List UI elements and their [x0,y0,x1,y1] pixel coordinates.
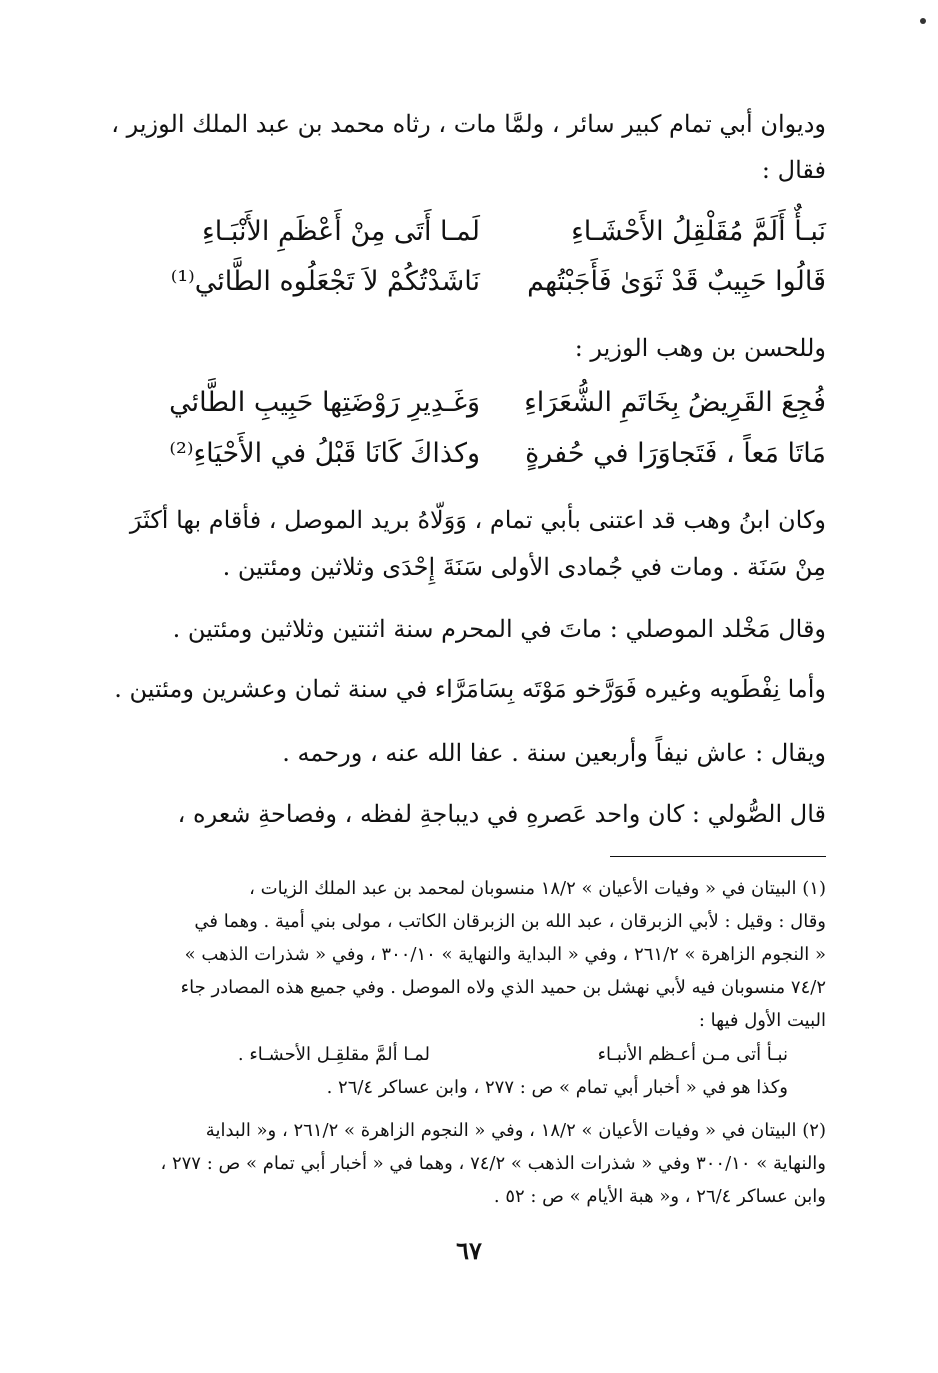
body-line: وكان ابنُ وهب قد اعتنى بأبي تمام ، وَوَلّاهُ بريد الموصل ، فأقام بها أكثَرَ [129,506,826,534]
footnote-line: ٧٤/٢ منسوبان فيه لأبي نهشل بن حميد الذي ولاه الموصل . وفي جميع هذه المصادر جاء [180,977,826,998]
verse-hemistich: وَغَـدِيرِ رَوْضَتِها حَبِيبِ الطَّائي [169,387,480,418]
verse-hemistich: فُجِعَ القَرِيضُ بِخَاتَمِ الشُّعَرَاءِ [524,387,826,418]
body-line: وديوان أبي تمام كبير سائر ، ولمَّا مات ، رثاه محمد بن عبد الملك الوزير ، [111,110,826,138]
footnote-line: وقال : وقيل : لأبي الزبرقان ، عبد الله بن الزبرقان الكاتب ، مولى بني أمية . وهما في [194,911,826,932]
verse-hemistich: قَالُوا حَبِيبٌ قَدْ ثَوَىٰ فَأَجَبْتُهم [527,266,826,297]
page-number: ٦٧ [456,1236,482,1265]
footnote-line: (٢) البيتان في « وفيات الأعيان » ١٨/٢ ، وفي « النجوم الزاهرة » ٢٦١/٢ ، و« البداية [205,1120,826,1141]
body-line: وقال مَخْلد الموصلي : ماتَ في المحرم سنة اثنتين وثلاثين ومئتين . [172,615,826,643]
verse-hemistich: وكذاكَ كَانَا قَبْلُ في الأَحْيَاءِ⁽²⁾ [169,438,480,469]
body-line: ويقال : عاش نيفاً وأربعين سنة . عفا الله عنه ، ورحمه . [282,739,826,767]
footnote-line: « النجوم الزاهرة » ٢٦١/٢ ، وفي « البداية والنهاية » ٣٠٠/١٠ ، وفي « شذرات الذهب » [184,944,826,965]
verse-hemistich: لَمـا أَتَى مِنْ أَعْظَمِ الأَنْبَـاءِ [202,216,480,247]
footnote-line: والنهاية » ٣٠٠/١٠ وفي « شذرات الذهب » ٧٤/٢ ، وهما في « أخبار أبي تمام » ص : ٢٧٧ ، [160,1153,826,1174]
body-line: قال الصُّولي : كان واحد عَصرهِ في ديباجةِ لفظه ، وفصاحةِ شعره ، [177,800,826,828]
verse-hemistich: نَبـأٌ أَلَمَّ مُقَلْقِلُ الأَحْشَـاءِ [571,216,826,247]
footnote-separator [610,856,826,857]
margin-dot [920,18,926,24]
body-line: وللحسن بن وهب الوزير : [574,334,826,362]
verse-hemistich: نَاشَدْتُكُمْ لاَ تَجْعَلُوه الطَّائي⁽¹⁾ [170,266,480,297]
footnote-line: البيت الأول فيها : [698,1010,826,1031]
footnote-line: (١) البيتان في « وفيات الأعيان » ١٨/٢ منسوبان لمحمد بن عبد الملك الزيات ، [249,878,826,899]
body-line: مِنْ سَنَة . ومات في جُمادى الأولى سَنَةَ إِحْدَى وثلاثين ومئتين . [222,553,826,581]
footnote-line: وابن عساكر ٢٦/٤ ، و« هبة الأيام » ص : ٥٢ . [493,1186,826,1207]
verse-hemistich: مَاتَا مَعاً ، فَتَجاوَرَا في حُفرةٍ [525,438,826,469]
body-line: وأما نِفْطَويه وغيره فَوَرَّخو مَوْتَه بِسَامَرَّاء في سنة ثمان وعشرين ومئتين . [114,675,826,703]
footnote-line: وكذا هو في « أخبار أبي تمام » ص : ٢٧٧ ، وابن عساكر ٢٦/٤ . [326,1077,788,1098]
footnote-verse-hemistich: لمـا ألمَّ مقلقِـل الأحشـاء . [237,1044,430,1065]
body-line: فقال : [761,156,826,184]
footnote-verse-hemistich: نبـأ أتى مـن أعـظم الأنبـاء [597,1044,788,1065]
